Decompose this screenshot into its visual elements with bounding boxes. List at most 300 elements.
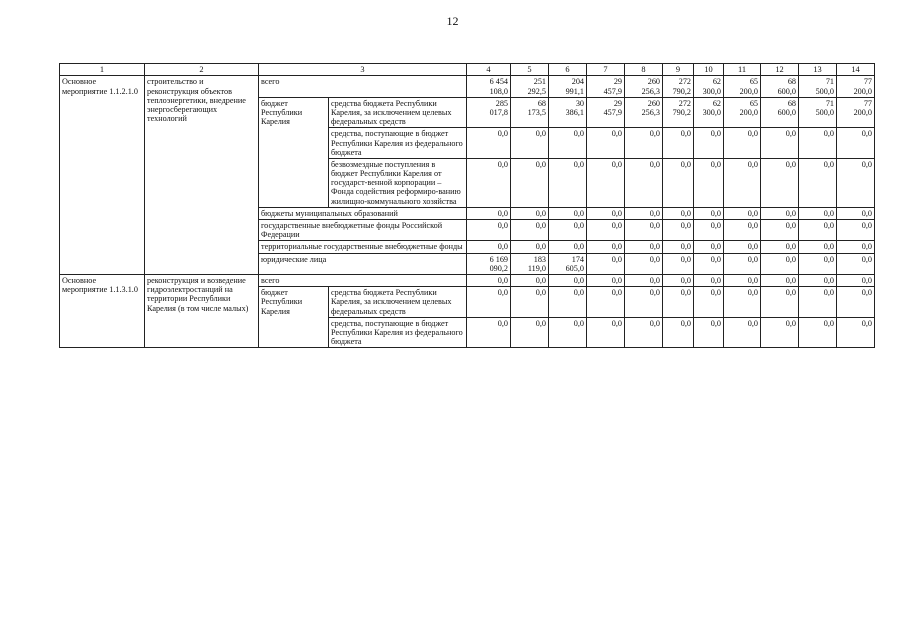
value-cell [511,220,549,241]
value-part: 272 [678,77,691,87]
value-cell [799,253,837,274]
value-part: 0,0 [497,242,508,252]
value-cell [837,128,875,159]
value-cell [549,207,587,219]
value-part: 0,0 [497,159,508,169]
value-cell [625,128,663,159]
value-cell [694,207,724,219]
value-part: 500,0 [815,107,834,117]
value-cell [549,220,587,241]
value-cell [625,220,663,241]
value-part: 200,0 [739,86,758,96]
value-part: 0,0 [649,318,660,328]
value-cell [837,158,875,207]
value-part: 0,0 [535,275,546,285]
value-part: 991,1 [565,86,584,96]
value-cell [761,128,799,159]
value-part: 0,0 [861,275,872,285]
value-cell [837,287,875,318]
value-part: 0,0 [649,275,660,285]
value-cell [724,317,761,348]
value-cell [761,207,799,219]
value-part: 0,0 [823,254,834,264]
value-cell [549,274,587,286]
value-part: 0,0 [611,242,622,252]
value-part: 71 [825,77,834,87]
value-cell [799,220,837,241]
value-part: 0,0 [680,254,691,264]
table-row [60,274,875,286]
value-part: 500,0 [815,86,834,96]
value-cell [837,97,875,128]
value-part: 0,0 [680,288,691,298]
value-part: 200,0 [853,107,872,117]
value-cell [837,207,875,219]
value-cell [511,207,549,219]
value-part: 0,0 [573,318,584,328]
value-part: 0,0 [747,242,758,252]
value-cell [761,253,799,274]
value-cell [799,158,837,207]
value-cell [467,220,511,241]
value-part: 174 [571,254,584,264]
value-part: 0,0 [611,288,622,298]
value-cell [694,76,724,97]
measure-description: строительство и реконструкция объектов теплоэнергетики, внедрение энергосберегающих технологий [145,76,259,275]
value-part: 0,0 [785,221,796,231]
funding-source: средства, поступающие в бюджет Республики Карелия из федерального бюджета [329,317,467,348]
funding-source: безвозмездные поступления в бюджет Республики Карелия от государст-венной корпорации – Фонда содействия реформиро-ванию жилищно-коммунального хозяйства [329,158,467,207]
value-cell [511,317,549,348]
value-cell [467,241,511,253]
value-part: 6 454 [489,77,508,87]
value-part: 0,0 [747,254,758,264]
funding-source: средства бюджета Республики Карелия, за исключением целевых федеральных средств [329,97,467,128]
value-cell [724,287,761,318]
header-row [60,64,875,76]
value-part: 0,0 [573,208,584,218]
value-part: 77 [863,77,872,87]
column-header: 10 [694,64,724,76]
funding-source: средства, поступающие в бюджет Республики Карелия из федерального бюджета [329,128,467,159]
value-part: 0,0 [497,129,508,139]
value-part: 0,0 [823,159,834,169]
value-part: 0,0 [573,129,584,139]
value-part: 200,0 [853,86,872,96]
value-cell [694,220,724,241]
value-cell [511,76,549,97]
value-cell [625,274,663,286]
value-part: 256,3 [641,107,660,117]
table-row [60,76,875,97]
value-part: 200,0 [739,107,758,117]
value-part: 0,0 [861,208,872,218]
value-cell [837,241,875,253]
value-cell [467,253,511,274]
value-part: 0,0 [747,159,758,169]
value-cell [549,241,587,253]
value-part: 0,0 [497,275,508,285]
value-part: 0,0 [785,254,796,264]
value-part: 251 [533,77,546,87]
column-header: 12 [761,64,799,76]
value-part: 0,0 [535,129,546,139]
value-cell [467,274,511,286]
value-cell [799,287,837,318]
value-part: 0,0 [649,159,660,169]
column-header: 5 [511,64,549,76]
value-cell [625,287,663,318]
value-part: 090,2 [489,263,508,273]
value-cell [587,158,625,207]
value-cell [694,317,724,348]
value-part: 0,0 [747,318,758,328]
value-cell [663,158,694,207]
value-part: 300,0 [702,86,721,96]
column-header: 13 [799,64,837,76]
value-part: 0,0 [680,318,691,328]
value-part: 0,0 [649,242,660,252]
value-part: 65 [749,98,758,108]
value-cell [837,76,875,97]
value-part: 29 [613,98,622,108]
value-part: 0,0 [497,288,508,298]
value-part: 62 [712,77,721,87]
value-cell [663,274,694,286]
value-cell [837,317,875,348]
value-part: 0,0 [611,318,622,328]
value-part: 600,0 [777,86,796,96]
value-part: 0,0 [680,159,691,169]
value-part: 119,0 [527,263,546,273]
value-cell [724,97,761,128]
value-part: 0,0 [861,254,872,264]
value-cell [467,97,511,128]
value-cell [724,207,761,219]
value-cell [625,76,663,97]
column-header: 1 [60,64,145,76]
value-part: 0,0 [649,221,660,231]
value-part: 0,0 [710,254,721,264]
funding-source: территориальные государственные внебюджетные фонды [259,241,467,253]
value-cell [724,253,761,274]
value-cell [663,220,694,241]
value-cell [511,241,549,253]
value-part: 77 [863,98,872,108]
value-part: 0,0 [535,221,546,231]
value-part: 0,0 [680,221,691,231]
value-part: 0,0 [611,129,622,139]
value-part: 0,0 [649,129,660,139]
value-cell [587,317,625,348]
funding-source: государственные внебюджетные фонды Российской Федерации [259,220,467,241]
value-part: 0,0 [823,318,834,328]
value-cell [724,274,761,286]
value-part: 0,0 [573,159,584,169]
value-part: 0,0 [710,208,721,218]
value-part: 285 [495,98,508,108]
value-part: 0,0 [747,288,758,298]
value-cell [511,97,549,128]
value-part: 0,0 [680,242,691,252]
value-part: 272 [678,98,691,108]
value-part: 0,0 [823,288,834,298]
value-part: 300,0 [702,107,721,117]
value-cell [761,287,799,318]
value-cell [837,253,875,274]
value-cell [724,76,761,97]
value-cell [663,317,694,348]
value-part: 0,0 [535,318,546,328]
value-cell [799,241,837,253]
value-cell [663,207,694,219]
value-part: 386,1 [565,107,584,117]
value-cell [799,76,837,97]
value-part: 0,0 [710,318,721,328]
value-part: 0,0 [649,208,660,218]
value-part: 0,0 [710,129,721,139]
value-part: 0,0 [710,159,721,169]
value-part: 0,0 [785,318,796,328]
value-part: 0,0 [861,288,872,298]
value-part: 0,0 [573,275,584,285]
value-cell [663,241,694,253]
value-part: 0,0 [747,129,758,139]
column-header: 11 [724,64,761,76]
column-header: 3 [259,64,467,76]
value-part: 0,0 [861,318,872,328]
value-part: 0,0 [649,288,660,298]
value-part: 0,0 [861,159,872,169]
value-part: 0,0 [611,208,622,218]
value-part: 0,0 [861,129,872,139]
page-number: 12 [446,14,459,28]
value-part: 0,0 [823,242,834,252]
value-cell [549,287,587,318]
value-cell [663,253,694,274]
value-part: 017,8 [489,107,508,117]
value-part: 68 [537,98,546,108]
value-part: 0,0 [497,221,508,231]
value-cell [467,158,511,207]
value-cell [761,76,799,97]
value-part: 6 169 [489,254,508,264]
column-header: 6 [549,64,587,76]
value-part: 260 [647,98,660,108]
value-cell [467,287,511,318]
value-cell [587,207,625,219]
value-part: 183 [533,254,546,264]
value-cell [587,220,625,241]
value-cell [587,76,625,97]
measure-name: Основное мероприятие 1.1.3.1.0 [60,274,145,347]
value-cell [663,97,694,128]
value-part: 0,0 [823,221,834,231]
value-part: 0,0 [785,208,796,218]
column-header: 4 [467,64,511,76]
funding-source: бюджеты муниципальных образований [259,207,467,219]
value-part: 0,0 [823,275,834,285]
value-part: 0,0 [861,221,872,231]
value-part: 68 [787,98,796,108]
value-part: 0,0 [823,129,834,139]
value-cell [761,241,799,253]
value-cell [549,76,587,97]
value-part: 0,0 [680,129,691,139]
value-cell [799,97,837,128]
value-part: 65 [749,77,758,87]
funding-source: всего [259,274,467,286]
value-part: 790,2 [672,86,691,96]
column-header: 9 [663,64,694,76]
value-cell [724,128,761,159]
value-cell [799,207,837,219]
value-part: 68 [787,77,796,87]
column-header: 2 [145,64,259,76]
value-part: 256,3 [641,86,660,96]
value-cell [761,317,799,348]
value-cell [511,158,549,207]
value-part: 0,0 [785,159,796,169]
value-part: 62 [712,98,721,108]
value-cell [663,128,694,159]
value-part: 30 [575,98,584,108]
value-part: 0,0 [747,221,758,231]
value-part: 0,0 [573,221,584,231]
value-part: 600,0 [777,107,796,117]
value-part: 0,0 [611,221,622,231]
value-part: 0,0 [573,242,584,252]
value-part: 0,0 [649,254,660,264]
value-part: 0,0 [710,221,721,231]
value-part: 0,0 [785,129,796,139]
value-part: 0,0 [747,275,758,285]
value-cell [625,241,663,253]
value-cell [694,158,724,207]
value-cell [799,274,837,286]
value-cell [587,274,625,286]
value-part: 0,0 [861,242,872,252]
value-cell [761,220,799,241]
value-cell [694,287,724,318]
value-cell [724,241,761,253]
value-cell [694,97,724,128]
value-cell [724,220,761,241]
value-part: 0,0 [535,159,546,169]
funding-group: бюджет Республики Карелия [259,97,329,207]
value-cell [587,253,625,274]
value-cell [467,128,511,159]
funding-group: бюджет Республики Карелия [259,287,329,348]
value-cell [625,253,663,274]
value-cell [694,274,724,286]
value-cell [694,253,724,274]
value-cell [549,97,587,128]
value-cell [549,253,587,274]
budget-table [59,63,875,348]
funding-source: юридические лица [259,253,467,274]
value-part: 108,0 [489,86,508,96]
value-part: 0,0 [611,254,622,264]
value-cell [511,128,549,159]
column-header: 7 [587,64,625,76]
funding-source: всего [259,76,467,97]
value-part: 790,2 [672,107,691,117]
measure-name: Основное мероприятие 1.1.2.1.0 [60,76,145,275]
value-cell [663,76,694,97]
value-part: 605,0 [565,263,584,273]
value-cell [549,128,587,159]
value-part: 0,0 [747,208,758,218]
value-cell [511,287,549,318]
value-part: 457,9 [603,86,622,96]
value-part: 0,0 [823,208,834,218]
value-cell [467,317,511,348]
value-part: 260 [647,77,660,87]
value-cell [587,97,625,128]
value-part: 0,0 [535,242,546,252]
value-cell [467,207,511,219]
value-part: 0,0 [680,208,691,218]
value-part: 0,0 [710,275,721,285]
value-cell [694,128,724,159]
value-part: 0,0 [785,288,796,298]
value-part: 0,0 [535,288,546,298]
value-part: 0,0 [785,242,796,252]
value-cell [625,158,663,207]
value-part: 0,0 [535,208,546,218]
value-cell [663,287,694,318]
value-part: 0,0 [710,288,721,298]
value-cell [587,128,625,159]
column-header: 14 [837,64,875,76]
value-part: 0,0 [680,275,691,285]
value-part: 457,9 [603,107,622,117]
funding-source: средства бюджета Республики Карелия, за исключением целевых федеральных средств [329,287,467,318]
value-cell [694,241,724,253]
value-cell [837,274,875,286]
value-part: 204 [571,77,584,87]
value-part: 29 [613,77,622,87]
value-cell [587,241,625,253]
value-cell [625,97,663,128]
value-cell [625,317,663,348]
value-cell [724,158,761,207]
value-cell [587,287,625,318]
value-cell [625,207,663,219]
value-cell [511,253,549,274]
value-cell [761,158,799,207]
value-part: 0,0 [611,275,622,285]
value-part: 71 [825,98,834,108]
value-part: 0,0 [573,288,584,298]
value-cell [761,97,799,128]
value-cell [511,274,549,286]
value-part: 0,0 [785,275,796,285]
measure-description: реконструкция и возведение гидроэлектростанций на территории Республики Карелия (в том числе малых) [145,274,259,347]
value-part: 0,0 [611,159,622,169]
value-cell [761,274,799,286]
value-part: 0,0 [497,208,508,218]
value-cell [837,220,875,241]
value-cell [549,158,587,207]
column-header: 8 [625,64,663,76]
value-cell [799,317,837,348]
value-part: 292,5 [527,86,546,96]
value-cell [799,128,837,159]
value-cell [549,317,587,348]
value-part: 173,5 [527,107,546,117]
